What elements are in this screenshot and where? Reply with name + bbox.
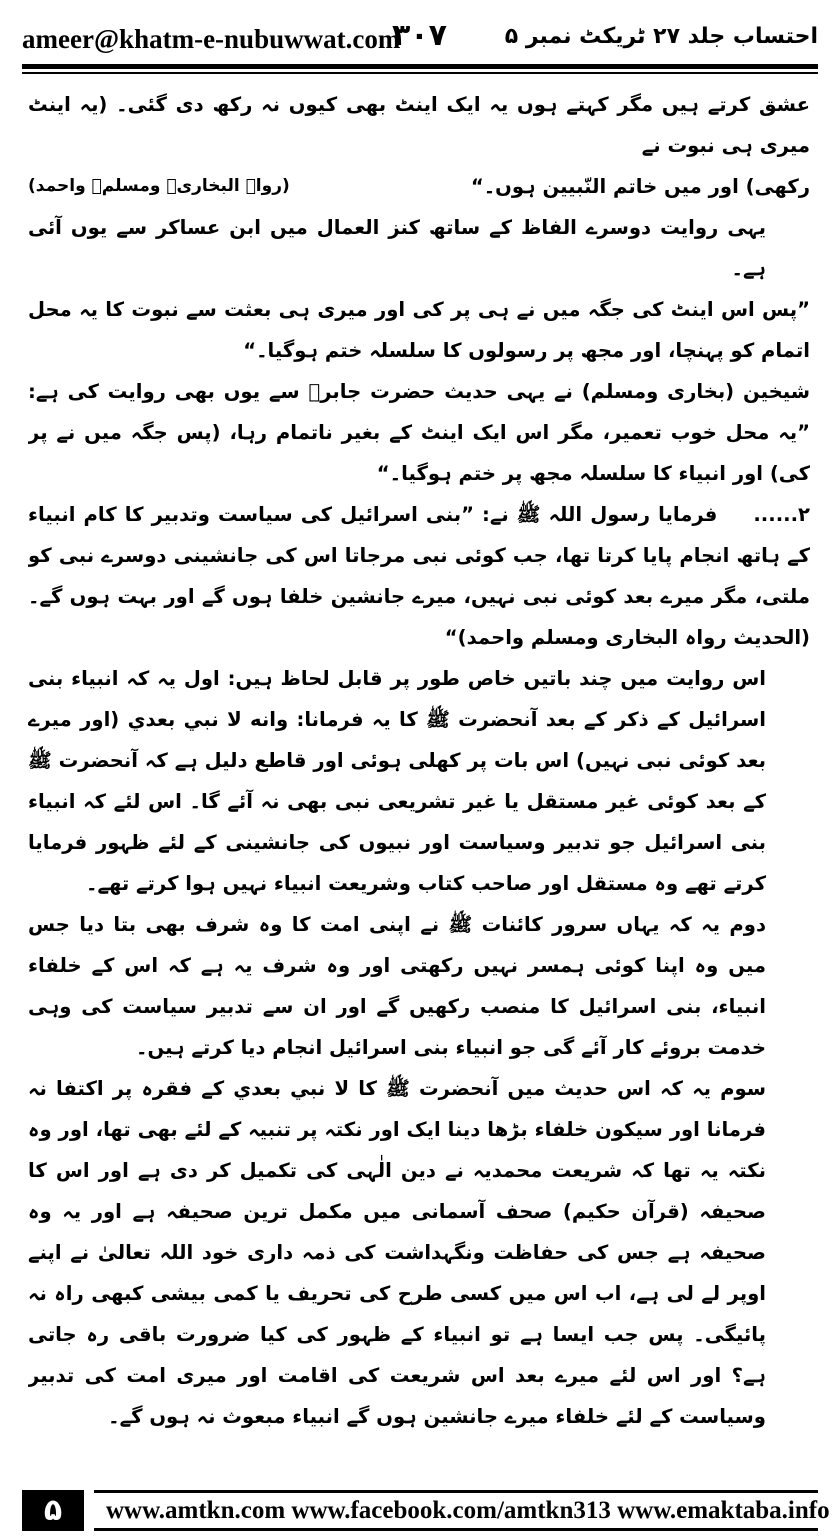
paragraph-1-end-line xyxy=(28,166,810,207)
paragraph-5 xyxy=(28,494,810,658)
paragraph-5-text: فرمایا رسول اللہ ﷺ نے: ”بنی اسرائیل کی سیاست وتدبیر کا کام انبیاء کے ہاتھ انجام پایا کرتا تھا، جب کوئی نبی مرجاتا اس کی جانشینی دوسرے نبی کو ملتی، مگر میرے بعد کوئی نبی نہیں، میرے جانشین خلفا ہوں گے اور بہت ہوں گے۔ (الحدیث رواہ البخاری ومسلم واحمد)“ xyxy=(28,503,810,649)
paragraph-3: ”پس اس اینٹ کی جگہ میں نے ہی پر کی اور میری ہی بعثت سے نبوت کا یہ محل اتمام کو پہنچا، اور مجھ پر رسولوں کا سلسلہ ختم ہوگیا۔“ xyxy=(28,298,810,362)
paragraph-4: شیخین (بخاری ومسلم) نے یہی حدیث حضرت جابرؓ سے یوں بھی روایت کی ہے: ”یہ محل خوب تعمیر، مگر اس ایک اینٹ کے بغیر ناتمام رہا، (پس جگہ میں نے پر کی) اور انبیاء کا سلسلہ مجھ پر ختم ہوگیا۔“ xyxy=(28,380,810,485)
header-page-number: ۳۰۷ xyxy=(392,18,447,53)
paragraph-5-number: ۲...... xyxy=(753,503,810,526)
footer-page-number: ۵ xyxy=(22,1490,84,1531)
paragraph-1-citation: (رواہ البخاریؒ ومسلمؒ واحمد) xyxy=(28,176,290,196)
page-body xyxy=(28,84,810,1469)
header-rule-thin xyxy=(22,72,818,74)
paragraph-2: یہی روایت دوسرے الفاظ کے ساتھ کنز العمال میں ابن عساکر سے یوں آئی ہے۔ xyxy=(28,216,766,280)
page-header xyxy=(22,14,818,64)
header-email: ameer@khatm-e-nubuwwat.com xyxy=(22,24,401,54)
footer-links: www.amtkn.com www.facebook.com/amtkn313 www.emaktaba.info xyxy=(106,1497,830,1524)
paragraph-1-end: رکھی) اور میں خاتم النّبیین ہوں۔“ xyxy=(470,175,810,198)
header-rule-thick xyxy=(22,64,818,69)
footer-rule-top xyxy=(94,1490,818,1493)
paragraph-8: سوم یہ کہ اس حدیث میں آنحضرت ﷺ کا لا نبي بعدي کے فقرہ پر اکتفا نہ فرمانا اور سيكون خلفاء بڑھا دینا ایک اور نکتہ پر تنبیہ کے لئے بھی تھا، اور وہ نکتہ یہ تھا کہ شریعت محمدیہ نے دین الٰہی کی تکمیل کر دی ہے اور اس کا صحیفہ (قرآن حکیم) صحف آسمانی میں مکمل ترین صحیفہ ہے اور یہ وہ صحیفہ ہے جس کی حفاظت ونگہداشت کی ذمہ داری خود اللہ تعالیٰ نے اپنے اوپر لے لی ہے، اب اس میں کسی طرح کی تحریف یا کمی بیشی کبھی راہ نہ پائیگی۔ پس جب ایسا ہے تو انبیاء کے ظہور کی کیا ضرورت باقی رہ جاتی ہے؟ اور اس لئے میرے بعد اس شریعت کی اقامت اور میری امت کی تدبیر وسیاست کے لئے خلفاء میرے جانشین ہوں گے انبیاء مبعوث نہ ہوں گے۔ xyxy=(28,1077,766,1428)
paragraph-6: اس روایت میں چند باتیں خاص طور پر قابل لحاظ ہیں: اول یہ کہ انبیاء بنی اسرائیل کے ذکر کے بعد آنحضرت ﷺ کا یہ فرمانا: وانه لا نبي بعدي (اور میرے بعد کوئی نبی نہیں) اس بات پر کھلی ہوئی اور قاطع دلیل ہے کہ آنحضرت ﷺ کے بعد کوئی غیر مستقل یا غیر تشریعی نبی بھی نہ آئے گا۔ اس لئے کہ انبیاء بنی اسرائیل جو تدبیر وسیاست اور نبیوں کی جانشینی کے لئے ظہور فرمایا کرتے تھے وہ مستقل اور صاحب کتاب وشریعت انبیاء نہیں ہوا کرتے تھے۔ xyxy=(28,667,766,895)
page-footer xyxy=(22,1490,830,1534)
header-title: احتساب جلد ۲۷ ٹریکٹ نمبر ۵ xyxy=(504,24,818,49)
paragraph-7: دوم یہ کہ یہاں سرور کائنات ﷺ نے اپنی امت کا وہ شرف بھی بتا دیا جس میں وہ اپنا کوئی ہمسر نہیں رکھتی اور وہ شرف یہ ہے کہ اس کے خلفاء انبیاء، بنی اسرائیل کا منصب رکھیں گے اور ان سے تدبیر سیاست کی وہی خدمت بروئے کار آئے گی جو انبیاء بنی اسرائیل انجام دیا کرتے ہیں۔ xyxy=(28,913,766,1059)
footer-rule-bottom xyxy=(94,1528,818,1531)
paragraph-1: عشق کرتے ہیں مگر کہتے ہوں یہ ایک اینٹ بھی کیوں نہ رکھ دی گئی۔ (یہ اینٹ میری ہی نبوت نے xyxy=(28,93,810,157)
